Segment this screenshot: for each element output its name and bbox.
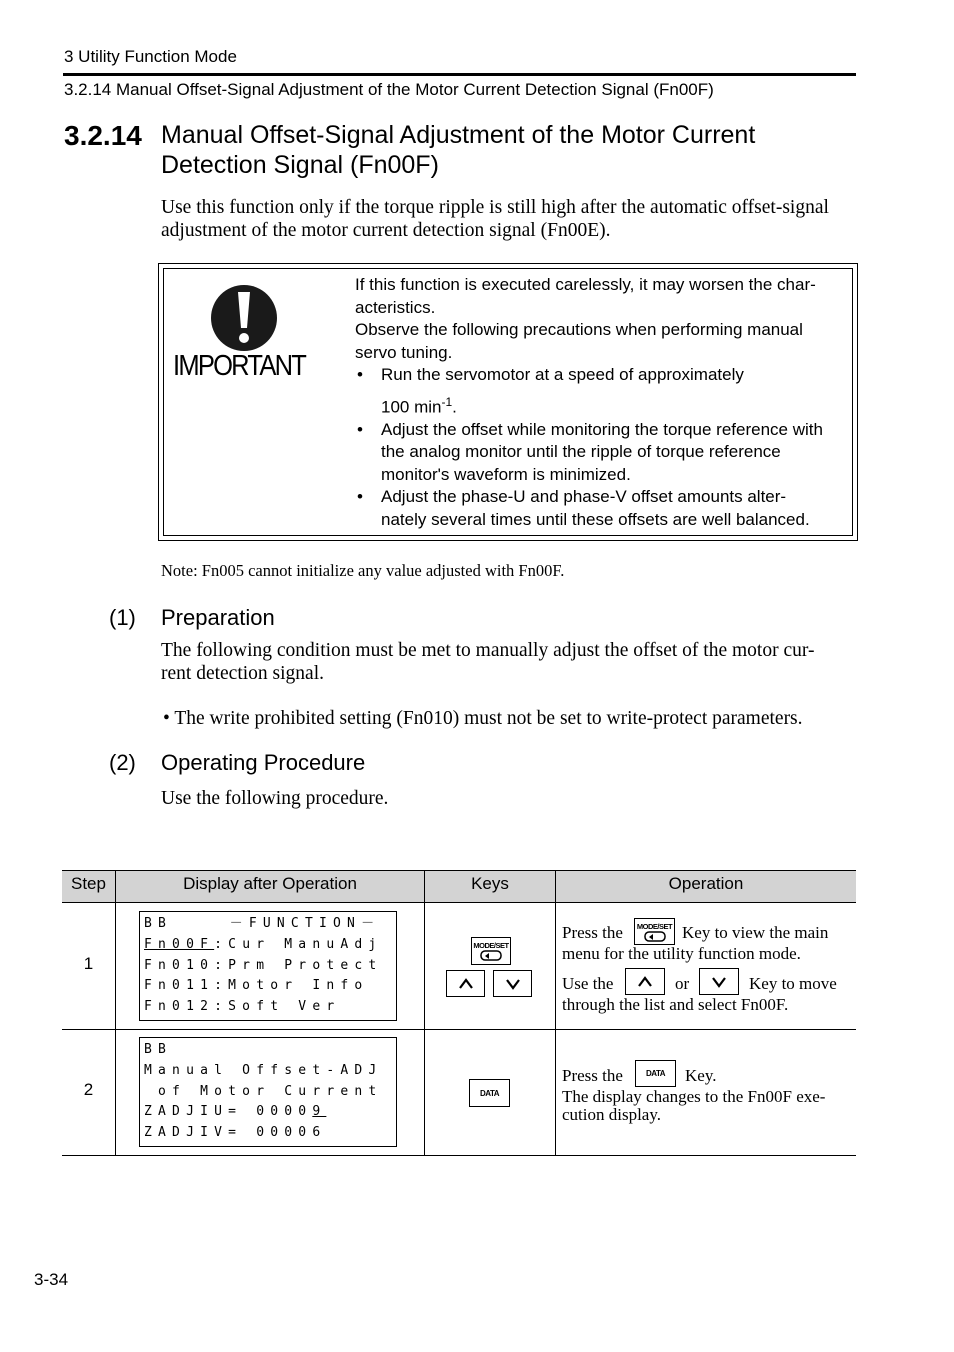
down-arrow-icon	[505, 978, 521, 990]
section-title-line1: Manual Offset-Signal Adjustment of the Motor Current	[161, 121, 756, 149]
data-key-label: DATA	[479, 1088, 500, 1098]
operation-text: Use the	[562, 974, 614, 993]
step-number: 1	[83, 954, 94, 973]
important-line: nately several times until these offsets are well balanced.	[381, 509, 810, 529]
important-line: Observe the following precautions when performing manual	[355, 320, 803, 339]
operation-text: cution display.	[562, 1105, 661, 1124]
operation-text: Key to view the main	[682, 923, 829, 942]
note-text: Note: Fn005 cannot initialize any value adjusted with Fn00F.	[161, 561, 565, 580]
up-arrow-icon	[637, 976, 653, 988]
header-step: Step	[71, 874, 106, 893]
table-rule	[62, 1029, 856, 1030]
bullet-dot: •	[357, 419, 363, 439]
lcd-text: :Cur ManuAdj	[214, 936, 383, 952]
operation-text: Key to move	[749, 974, 837, 993]
section-title	[161, 120, 841, 180]
lcd-display	[139, 911, 397, 1021]
bullet-dot: •	[357, 487, 363, 507]
important-bullet-3	[355, 486, 850, 531]
data-key[interactable]	[469, 1079, 510, 1107]
important-bullet-1	[355, 364, 850, 419]
operation-text: or	[675, 974, 690, 993]
table-rule	[115, 870, 116, 1155]
operation-text: Press the	[562, 923, 623, 942]
speed-exponent: -1	[441, 394, 453, 409]
lcd-line: Fn012:Soft Ver	[144, 999, 341, 1015]
important-line: If this function is executed carelessly, it may worsen the char-	[355, 275, 816, 294]
preparation-paragraph	[161, 639, 861, 685]
lcd-cursor-digit: 9	[312, 1104, 327, 1120]
operation-text: Key.	[685, 1066, 717, 1085]
up-key[interactable]	[446, 970, 485, 997]
important-line: servo tuning.	[355, 342, 453, 362]
data-key-label: DATA	[645, 1069, 666, 1078]
speed-text: 100 min	[381, 397, 442, 417]
lcd-display	[139, 1037, 397, 1147]
mode-set-key[interactable]	[471, 937, 511, 965]
period: .	[452, 397, 457, 417]
preparation-number: (1)	[109, 605, 136, 630]
data-key-inline	[635, 1060, 676, 1087]
header-keys: Keys	[471, 874, 509, 893]
important-text	[355, 274, 850, 531]
intro-line: adjustment of the motor current detection signal (Fn00E).	[161, 220, 611, 241]
procedure-number: (2)	[109, 750, 136, 775]
operation-text: The display changes to the Fn00F exe-	[562, 1087, 826, 1106]
running-header-section: 3.2.14 Manual Offset-Signal Adjustment of the Motor Current Detection Signal (Fn00F)	[64, 80, 714, 99]
table-rule	[62, 1155, 856, 1156]
important-line: Adjust the phase-U and phase-V offset amounts alter-	[381, 487, 787, 507]
lcd-selected-item: Fn00F	[144, 936, 215, 952]
operation-line	[562, 923, 623, 942]
page-number: 3-34	[34, 1270, 69, 1289]
important-label: IMPORTANT	[173, 350, 306, 382]
down-key-inline	[699, 968, 739, 995]
intro-paragraph	[161, 196, 861, 242]
step-number: 2	[83, 1080, 94, 1099]
procedure-table	[62, 870, 856, 1156]
lcd-text: ZADJIU= 0000	[144, 1104, 313, 1120]
operation-text: through the list and select Fn00F.	[562, 995, 789, 1014]
header-rule	[63, 73, 856, 76]
preparation-line: The following condition must be met to manually adjust the offset of the motor cur-	[161, 640, 815, 661]
up-arrow-icon	[458, 978, 474, 990]
lcd-line	[144, 935, 392, 956]
important-bullet-2	[355, 419, 850, 487]
return-arrow-icon	[480, 950, 502, 961]
preparation-title: Preparation	[161, 605, 275, 630]
table-rule	[62, 902, 856, 903]
header-display: Display after Operation	[183, 874, 357, 893]
lcd-line: Fn010:Prm Protect	[144, 957, 383, 973]
preparation-bullet: • The write prohibited setting (Fn010) must not be set to write-protect parameters.	[163, 708, 803, 729]
lcd-line: BB	[144, 1042, 173, 1057]
important-line: Run the servomotor at a speed of approximately	[381, 365, 744, 384]
important-line: Adjust the offset while monitoring the torque reference with	[381, 419, 823, 439]
mode-set-key-inline	[634, 918, 675, 945]
header-operation: Operation	[668, 874, 744, 893]
mode-set-key-label: MODE/SET	[636, 921, 673, 931]
important-line: monitor's waveform is minimized.	[381, 464, 631, 484]
operation-text: menu for the utility function mode.	[562, 944, 801, 963]
lcd-line: of Motor Current	[144, 1083, 383, 1099]
important-line: acteristics.	[355, 297, 436, 317]
important-line: the analog monitor until the ripple of torque reference	[381, 442, 781, 462]
preparation-line: rent detection signal.	[161, 663, 324, 684]
lcd-line: ZADJIV= 00006	[144, 1125, 327, 1141]
up-key-inline	[625, 968, 665, 995]
running-header-chapter: 3 Utility Function Mode	[64, 47, 237, 66]
procedure-intro: Use the following procedure.	[161, 788, 389, 809]
section-title-line2: Detection Signal (Fn00F)	[161, 151, 439, 179]
down-arrow-icon	[711, 976, 727, 988]
table-rule	[424, 870, 425, 1155]
return-arrow-icon	[644, 931, 666, 942]
operation-text: Press the	[562, 1066, 623, 1085]
section-number: 3.2.14	[64, 120, 142, 151]
bullet-dot: •	[357, 365, 363, 384]
intro-line: Use this function only if the torque ripple is still high after the automatic offset-signal	[161, 197, 829, 218]
lcd-line: BB －FUNCTION－	[144, 916, 381, 931]
down-key[interactable]	[493, 970, 532, 997]
mode-set-key-label: MODE/SET	[473, 941, 509, 950]
table-rule	[555, 870, 556, 1155]
exclamation-icon	[210, 284, 278, 352]
important-line	[381, 391, 850, 419]
lcd-line: Manual Offset-ADJ	[144, 1062, 383, 1078]
lcd-line	[144, 1102, 392, 1123]
procedure-title: Operating Procedure	[161, 750, 366, 775]
lcd-line: Fn011:Motor Info	[144, 978, 369, 994]
